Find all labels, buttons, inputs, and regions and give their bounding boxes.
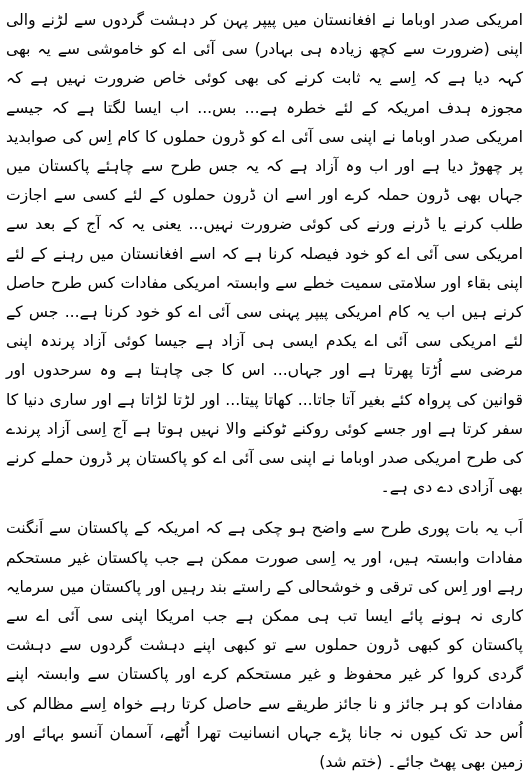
article-paragraph-1: امریکی صدر اوباما نے افغانستان میں پیپر پہن کر دہشت گردوں سے لڑنے والی اپنی (ضرورت سے کچھ زیادہ ہی بہادر) سی آئی اے کو خاموشی سے یہ بھی کہہ دیا ہے کہ اِسے یہ ثابت کرنے کی بھی کوئی خاص ضرورت نہیں ہے کہ مجوزہ ہدف امریکہ کے لئے خطرہ ہے... بس... اب ایسا لگتا ہے کہ جیسے امریکی صدر اوباما نے اپنی سی آئی اے کو ڈرون حملوں کا کام اِس کی صوابدید پر چھوڑ دیا ہے اور اب وہ آزاد ہے کہ یہ جس طرح سے چاہئے پاکستان میں جہاں بھی ڈرون حملہ کرے اور اسے ان ڈرون حملوں کے لئے کسی سے اجازت طلب کرنے یا ڈرنے ورنے کی کوئی ضرورت نہیں... یعنی یہ کہ آج کے بعد سے امریکی سی آئی اے کو خود فیصلہ کرنا ہے کہ اسے افغانستان میں رہنے کے لئے اپنی بقاء اور سلامتی سمیت خطے سے وابستہ امریکی مفادات کس طرح حاصل کرنے ہیں اب یہ کام امریکی پیپر پہنی سی آئی اے کو خود کرنا ہے... جس کے لئے امریکی سی آئی اے یکدم ایسی ہی آزاد ہے جیسا کوئی آزاد پرندہ اپنی مرضی سے اُڑتا پھرتا ہے اور جہاں... اس کا جی چاہتا ہے وہ سرحدوں اور قوانین کی پرواہ کئے بغیر آتا جاتا... کھاتا پیتا... اور لڑتا لڑاتا ہے اور ساری دنیا کا سفر کرتا ہے اور جسے کوئی روکنے ٹوکنے والا نہیں ہوتا ہے آج اِسی آزاد پرندے کی طرح امریکی صدر اوباما نے اپنی سی آئی اے کو پاکستان پر ڈرون حملے کرنے بھی آزادی دے دی ہے۔ [6, 11, 523, 497]
article-page [6, 6, 523, 772]
article-paragraph-2: اَب یہ بات پوری طرح سے واضح ہو چکی ہے کہ امریکہ کے پاکستان سے اَنگنت مفادات وابستہ ہیں، اور یہ اِسی صورت ممکن ہے جب پاکستان غیر مستحکم رہے اور اِس کی ترقی و خوشحالی کے راستے بند رہیں اور پاکستان میں سرمایہ کاری نہ ہونے پائے ایسا تب ہی ممکن ہے جب امریکا اپنی سی آئی اے سے پاکستان کو کبھی ڈرون حملوں سے تو کبھی اپنے دہشت گردوں سے دہشت گردی کروا کر غیر محفوظ و غیر مستحکم کرے اور پاکستان سے وابستہ اپنے مفادات کو ہر جائز و نا جائز طریقے سے حاصل کرتا رہے خواہ اِسے مظالم کی اُس حد تک کیوں نہ جانا پڑے جہاں انسانیت تھرا اُٹھے، آسمان آنسو بہائے اور زمین بھی پھٹ جائے۔ (ختم شد) [6, 519, 523, 772]
paragraph-spacer [6, 502, 523, 514]
